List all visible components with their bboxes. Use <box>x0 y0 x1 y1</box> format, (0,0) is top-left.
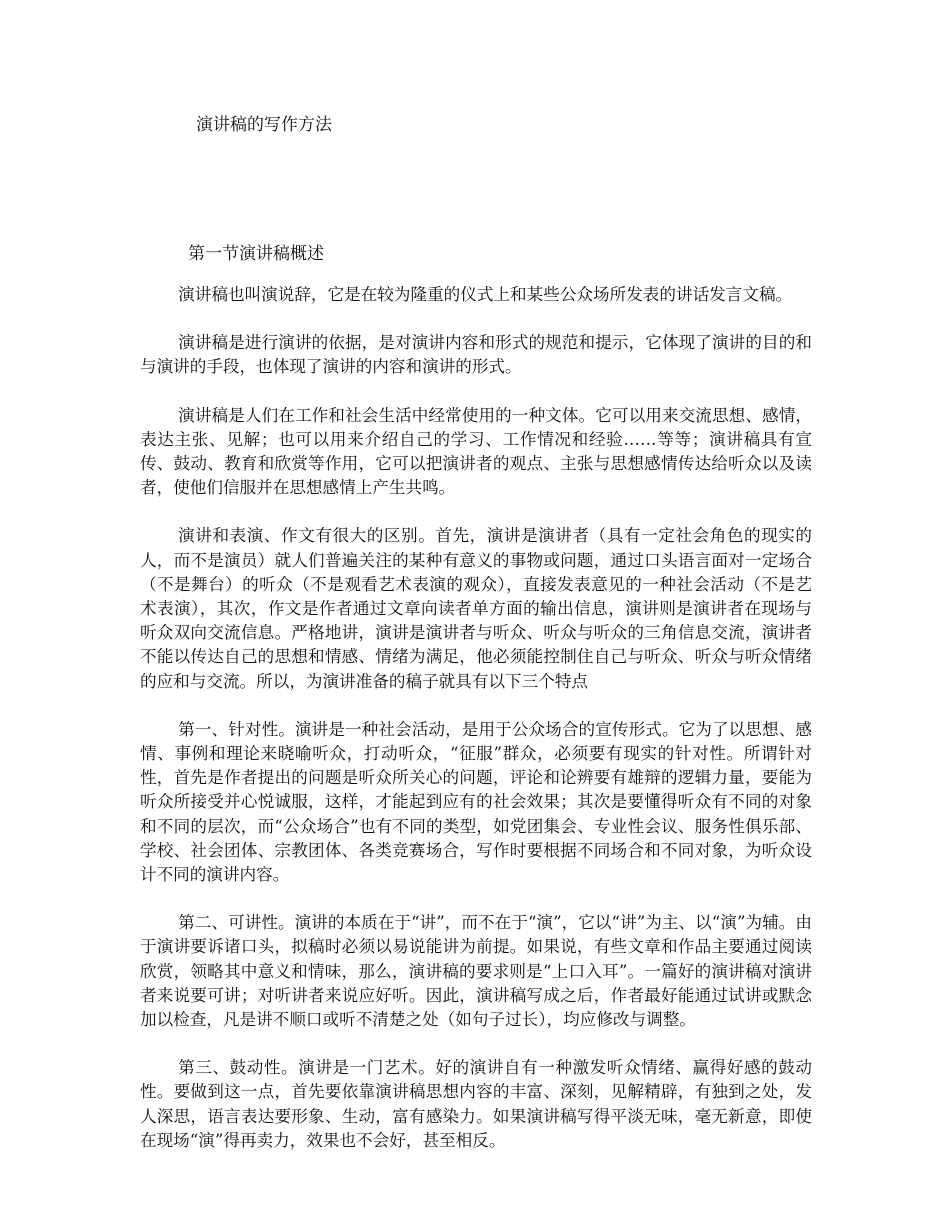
document-title: 演讲稿的写作方法 <box>196 115 332 135</box>
document-body <box>140 283 812 1177</box>
paragraph-speakability: 第二、可讲性。演讲的本质在于“讲”，而不在于“演”，它以“讲”为主、以“演”为辅。由于演讲要诉诸口头，拟稿时必须以易说能讲为前提。如果说，有些文章和作品主要通过阅读欣赏，领略其中意义和情味，那么，演讲稿的要求则是“上口入耳”。一篇好的演讲稿对演讲者来说要可讲；对听讲者来说应好听。因此，演讲稿写成之后，作者最好能通过试讲或默念加以检查，凡是讲不顺口或听不清楚之处（如句子过长），均应修改与调整。 <box>140 913 812 1030</box>
paragraph-definition: 演讲稿也叫演说辞，它是在较为隆重的仪式上和某些公众场所发表的讲话发言文稿。 <box>178 285 793 304</box>
paragraph-usage: 演讲稿是人们在工作和社会生活中经常使用的一种文体。它可以用来交流思想、感情，表达主张、见解；也可以用来介绍自己的学习、工作情况和经验……等等；演讲稿具有宣传、鼓动、教育和欣赏等作用，它可以把演讲者的观点、主张与思想感情传达给听众以及读者，使他们信服并在思想感情上产生共鸣。 <box>140 405 812 498</box>
paragraph-pertinence: 第一、针对性。演讲是一种社会活动，是用于公众场合的宣传形式。它为了以思想、感情、事例和理论来晓喻听众，打动听众，“征服”群众，必须要有现实的针对性。所谓针对性，首先是作者提出的问题是听众所关心的问题，评论和论辨要有雄辩的逻辑力量，要能为听众所接受并心悦诚服，这样，才能起到应有的社会效果；其次是要懂得听众有不同的对象和不同的层次，而“公众场合”也有不同的类型，如党团集会、专业性会议、服务性俱乐部、学校、社会团体、宗教团体、各类竞赛场合，写作时要根据不同场合和不同对象，为听众设计不同的演讲内容。 <box>140 719 812 885</box>
paragraph-basis: 演讲稿是进行演讲的依据，是对演讲内容和形式的规范和提示，它体现了演讲的目的和与演讲的手段，也体现了演讲的内容和演讲的形式。 <box>140 333 812 377</box>
section-heading: 第一节演讲稿概述 <box>188 244 324 264</box>
paragraph-difference: 演讲和表演、作文有很大的区别。首先，演讲是演讲者（具有一定社会角色的现实的人，而不是演员）就人们普遍关注的某种有意义的事物或问题，通过口头语言面对一定场合（不是舞台）的听众（不是观看艺术表演的观众），直接发表意见的一种社会活动（不是艺术表演），其次，作文是作者通过文章向读者单方面的输出信息，演讲则是演讲者在现场与听众双向交流信息。严格地讲，演讲是演讲者与听众、听众与听众的三角信息交流，演讲者不能以传达自己的思想和情感、情绪为满足，他必须能控制住自己与听众、听众与听众情绪的应和与交流。所以，为演讲准备的稿子就具有以下三个特点 <box>140 526 812 691</box>
paragraph-inspiration: 第三、鼓动性。演讲是一门艺术。好的演讲自有一种激发听众情绪、赢得好感的鼓动性。要做到这一点，首先要依靠演讲稿思想内容的丰富、深刻，见解精辟，有独到之处，发人深思，语言表达要形象、生动，富有感染力。如果演讲稿写得平淡无味，毫无新意，即使在现场“演”得再卖力，效果也不会好，甚至相反。 <box>140 1058 812 1150</box>
